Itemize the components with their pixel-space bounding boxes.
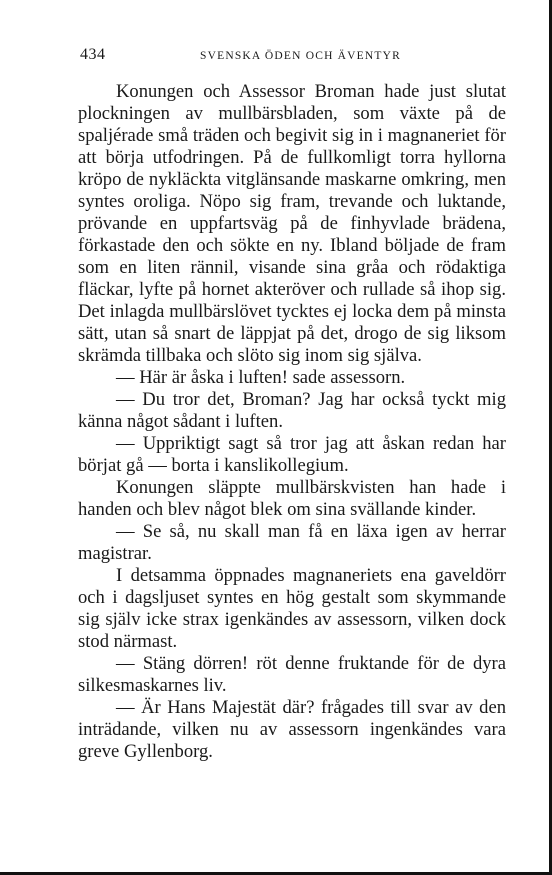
paragraph-dialogue: — Är Hans Majestät där? frågades till svar av den inträdande, vilken nu av assessorn ingenkändes vara greve Gyllenborg.: [78, 697, 506, 762]
page-header: [80, 46, 504, 68]
paragraph-dialogue: — Uppriktigt sagt så tror jag att åskan redan har börjat gå — borta i kanslikollegium.: [78, 433, 506, 476]
paragraph-dialogue: — Du tror det, Broman? Jag har också tyckt mig känna något sådant i luften.: [78, 389, 506, 432]
paragraph-dialogue: — Se så, nu skall man få en läxa igen av herrar magistrar.: [78, 521, 506, 564]
page-number: 434: [80, 46, 106, 63]
body-text: [78, 81, 506, 763]
running-head: SVENSKA ÖDEN OCH ÄVENTYR: [200, 50, 401, 62]
paragraph-narration: Konungen och Assessor Broman hade just slutat plockningen av mullbärsbladen, som växte på de spaljérade små träden och begivit sig in i magnaneriet för att börja utfodringen. På de fullkomligt torra hyllorna kröpo de nykläckta vitglänsande maskarne omkring, men syntes oroliga. Nöpo sig fram, trevande och luktande, prövande en uppfartsväg på de finhyvlade brädena, förkastade den och sökte en ny. Ibland böljade de fram som en liten rännil, visande sina gråa och rödaktiga fläckar, lyfte på hornet akteröver och rullade så ihop sig. Det inlagda mullbärslövet tycktes ej locka dem på minsta sätt, utan så snart de läppjat på det, drogo de sig liksom skrämda tillbaka och slöto sig inom sig själva.: [78, 81, 506, 366]
paragraph-dialogue: — Stäng dörren! röt denne fruktande för de dyra silkesmaskarnes liv.: [78, 653, 506, 696]
paragraph-narration: Konungen släppte mullbärskvisten han hade i handen och blev något blek om sina svällande kinder.: [78, 477, 506, 520]
paragraph-dialogue: — Här är åska i luften! sade assessorn.: [116, 367, 406, 388]
paragraph-narration: I detsamma öppnades magnaneriets ena gaveldörr och i dagsljuset syntes en hög gestalt som skymmande sig själv icke strax igenkändes av assessorn, vilken dock stod närmast.: [78, 565, 506, 652]
